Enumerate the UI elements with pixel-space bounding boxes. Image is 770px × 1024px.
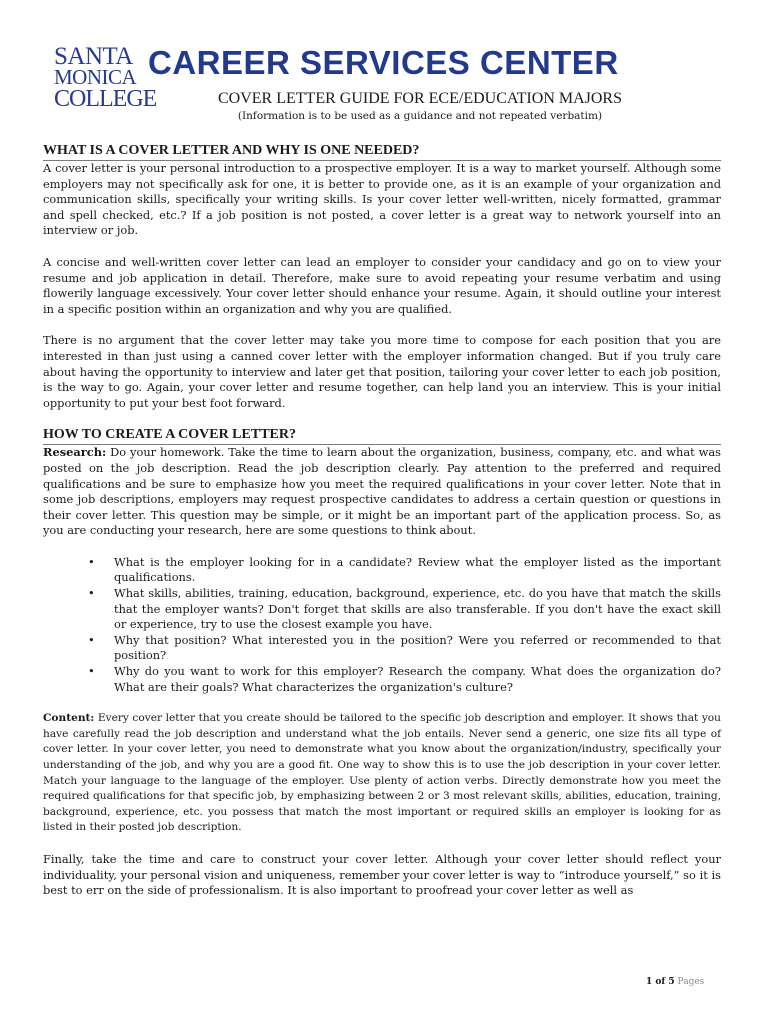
list-item: • What is the employer looking for in a candidate? Review what the employer listed as the important qualifications. [114, 555, 721, 586]
paragraph-concise: A concise and well-written cover letter can lead an employer to consider your candidacy and go on to view your resume and job application in detail. Therefore, make sure to avoid repeating your resume verbatim and using flowerily language excessively. Your cover letter should enhance your resume. Again, it should outline your interest in a specific position within an organization and why you are qualified. [43, 254, 721, 316]
research-questions-list [43, 555, 721, 695]
section-heading-what-is: WHAT IS A COVER LETTER AND WHY IS ONE NEEDED? [43, 143, 721, 161]
santa-monica-college-logo [54, 43, 157, 120]
paragraph-research [43, 445, 721, 539]
content-text: Every cover letter that you create should be tailored to the specific job description and employer. It shows that you have carefully read the job description and understand what the job entails. Never send a generic, one size fits all type of cover letter. In your cover letter, you need to demonstrate what you know about the organization/industry, specifically your understanding of the job, and why you are a good fit. One way to show this is to use the job description in your cover letter. Match your language to the language of the employer. Use plenty of action verbs. Directly demonstrate how you meet the required qualifications for that specific job, by emphasizing between 2 or 3 most relevant skills, abilities, education, training, background, experience, etc. you possess that match the most important or required skills an employer is looking for as listed in their posted job description. [43, 712, 721, 834]
logo-line-2: MONICA [54, 65, 137, 89]
page-title: CAREER SERVICES CENTER [148, 44, 619, 81]
list-item: • What skills, abilities, training, education, background, experience, etc. do you have that match the skills that the employer wants? Don't forget that skills are also transferable. If you don't have the exact skill or experience, try to use the closest example you have. [114, 586, 721, 633]
paragraph-intro: A cover letter is your personal introduction to a prospective employer. It is a way to market yourself. Although some employers may not specifically ask for one, it is better to provide one, as it is an example of your organization and communication skills, specifically your writing skills. Is your cover letter well-written, nicely formatted, grammar and spell checked, etc.? If a job position is not posted, a cover letter is a great way to network yourself into an interview or job. [43, 161, 721, 238]
page-footer [646, 977, 704, 987]
paragraph-argument: There is no argument that the cover letter may take you more time to compose for each position that you are interested in than just using a canned cover letter with the employer information changed. But if you truly care about having the opportunity to interview and later get that position, tailoring your cover letter to each job position, is the way to go. Again, your cover letter and resume together, can help land you an interview. This is your initial opportunity to put your best foot forward. [43, 333, 721, 410]
document-body [43, 143, 721, 899]
document-subtitle: COVER LETTER GUIDE FOR ECE/EDUCATION MAJORS [218, 90, 622, 107]
list-item: • Why that position? What interested you in the position? Were you referred or recommended to that position? [114, 633, 721, 664]
section-heading-how-to: HOW TO CREATE A COVER LETTER? [43, 427, 721, 445]
list-item: • Why do you want to work for this employer? Research the company. What does the organization do? What are their goals? What characterizes the organization's culture? [114, 664, 721, 695]
paragraph-content [43, 711, 721, 836]
usage-note: (Information is to be used as a guidance and not repeated verbatim) [237, 110, 603, 122]
logo-line-1: SANTA [54, 43, 133, 70]
content-label: Content: [43, 712, 95, 725]
paragraph-finally: Finally, take the time and care to construct your cover letter. Although your cover letter should reflect your individuality, your personal vision and uniqueness, remember your cover letter is way to “introduce yourself,” so it is best to err on the side of professionalism. It is also important to proofread your cover letter as well as [43, 851, 721, 898]
research-text: Do your homework. Take the time to learn about the organization, business, company, etc. and what was posted on the job description. Read the job description clearly. Pay attention to the preferred and required qualifications and be sure to emphasize how you meet the required qualifications in your cover letter. Note that in some job descriptions, employers may request prospective candidates to address a certain question or questions in their cover letter. This question may be simple, or it might be an important part of the application process. So, as you are conducting your research, here are some questions to think about. [43, 445, 721, 538]
page-number: 1 of 5 [646, 977, 675, 987]
logo-line-3: COLLEGE [54, 86, 157, 112]
research-label: Research: [43, 445, 107, 460]
pages-label: Pages [677, 977, 705, 987]
